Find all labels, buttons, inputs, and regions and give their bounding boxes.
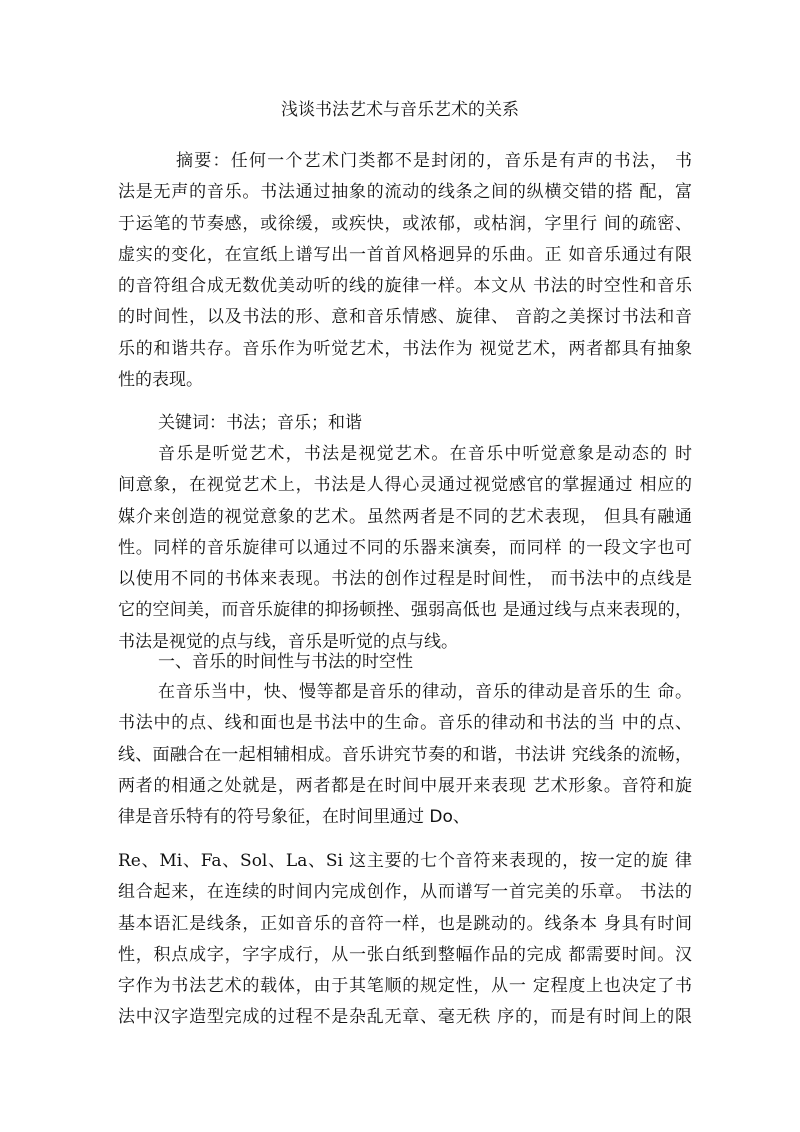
intro-line: 以使用不同的书体来表现。书法的创作过程是时间性， 而书法中的点线是 [118,569,692,590]
section1-cont-line: 性，积点成字，字字成行，从一张白纸到整幅作品的完成 都需要时间。汉 [118,944,692,965]
section1-cont-line: Re、Mi、Fa、Sol、La、Si 这主要的七个音符来表现的，按一定的旋 律 [118,851,692,871]
intro-line: 媒介来创造的视觉意象的艺术。虽然两者是不同的艺术表现， 但具有融通 [118,506,692,527]
abstract-paragraph [118,146,692,396]
section1-paragraph [118,677,692,833]
section1-line: 在音乐当中，快、慢等都是音乐的律动，音乐的律动是音乐的生 命。 [158,682,692,702]
section1-cont-line: 组合起来，在连续的时间内完成创作，从而谱写一首完美的乐章。 书法的 [118,882,692,903]
abstract-line: 乐的和谐共存。音乐作为听觉艺术，书法作为 视觉艺术，两者都具有抽象 [118,338,692,359]
intro-line: 它的空间美，而音乐旋律的抑扬顿挫、强弱高低也 是通过线与点来表现的， [118,600,692,621]
section1-line: 两者的相通之处就是，两者都是在时间中展开来表现 艺术形象。音符和旋 [118,775,692,796]
abstract-line: 性的表现。 [118,370,203,391]
abstract-line: 的音符组合成无数优美动听的线的旋律一样。本文从 书法的时空性和音乐 [118,276,692,297]
intro-line: 间意象，在视觉艺术上，书法是人得心灵通过视觉感官的掌握通过 相应的 [118,475,692,496]
section1-line: 律是音乐特有的符号象征，在时间里通过 Do、 [118,807,470,828]
intro-paragraph [118,439,692,658]
abstract-line: 于运笔的节奏感，或徐缓，或疾快，或浓郁，或枯润，字里行 间的疏密、 [118,213,692,234]
section1-line: 书法中的点、线和面也是书法中的生命。音乐的律动和书法的当 中的点、 [118,713,692,734]
section1-continuation [118,846,692,1034]
intro-line: 音乐是听觉艺术，书法是视觉艺术。在音乐中听觉意象是动态的 时 [158,444,692,464]
abstract-line: 虚实的变化，在宣纸上谱写出一首首风格迥异的乐曲。正 如音乐通过有限 [118,244,692,265]
abstract-line: 法是无声的音乐。书法通过抽象的流动的线条之间的纵横交错的搭 配，富 [118,182,692,203]
section1-cont-line: 字作为书法艺术的载体，由于其笔顺的规定性，从一 定程度上也决定了书 [118,976,692,997]
keywords-line-block [118,408,692,439]
document-title: 浅谈书法艺术与音乐艺术的关系 [281,100,519,120]
abstract-line: 的时间性，以及书法的形、意和音乐情感、旋律、 音韵之美探讨书法和音 [118,307,692,328]
keywords: 关键词：书法；音乐；和谐 [158,413,362,433]
section1-cont-line: 基本语汇是线条，正如音乐的音符一样，也是跳动的。线条本 身具有时间 [118,913,692,934]
section1-line: 线、面融合在一起相辅相成。音乐讲究节奏的和谐，书法讲 究线条的流畅， [118,744,692,765]
abstract-line: 摘要：任何一个艺术门类都不是封闭的，音乐是有声的书法， 书 [176,151,692,171]
intro-line: 书法是视觉的点与线，音乐是听觉的点与线。 [118,631,458,652]
section1-cont-line: 法中汉字造型完成的过程不是杂乱无章、毫无秩 序的，而是有时间上的限 [118,1007,692,1028]
intro-line: 性。同样的音乐旋律可以通过不同的乐器来演奏，而同样 的一段文字也可 [118,537,692,558]
section-heading: 一、音乐的时间性与书法的时空性 [158,652,413,672]
